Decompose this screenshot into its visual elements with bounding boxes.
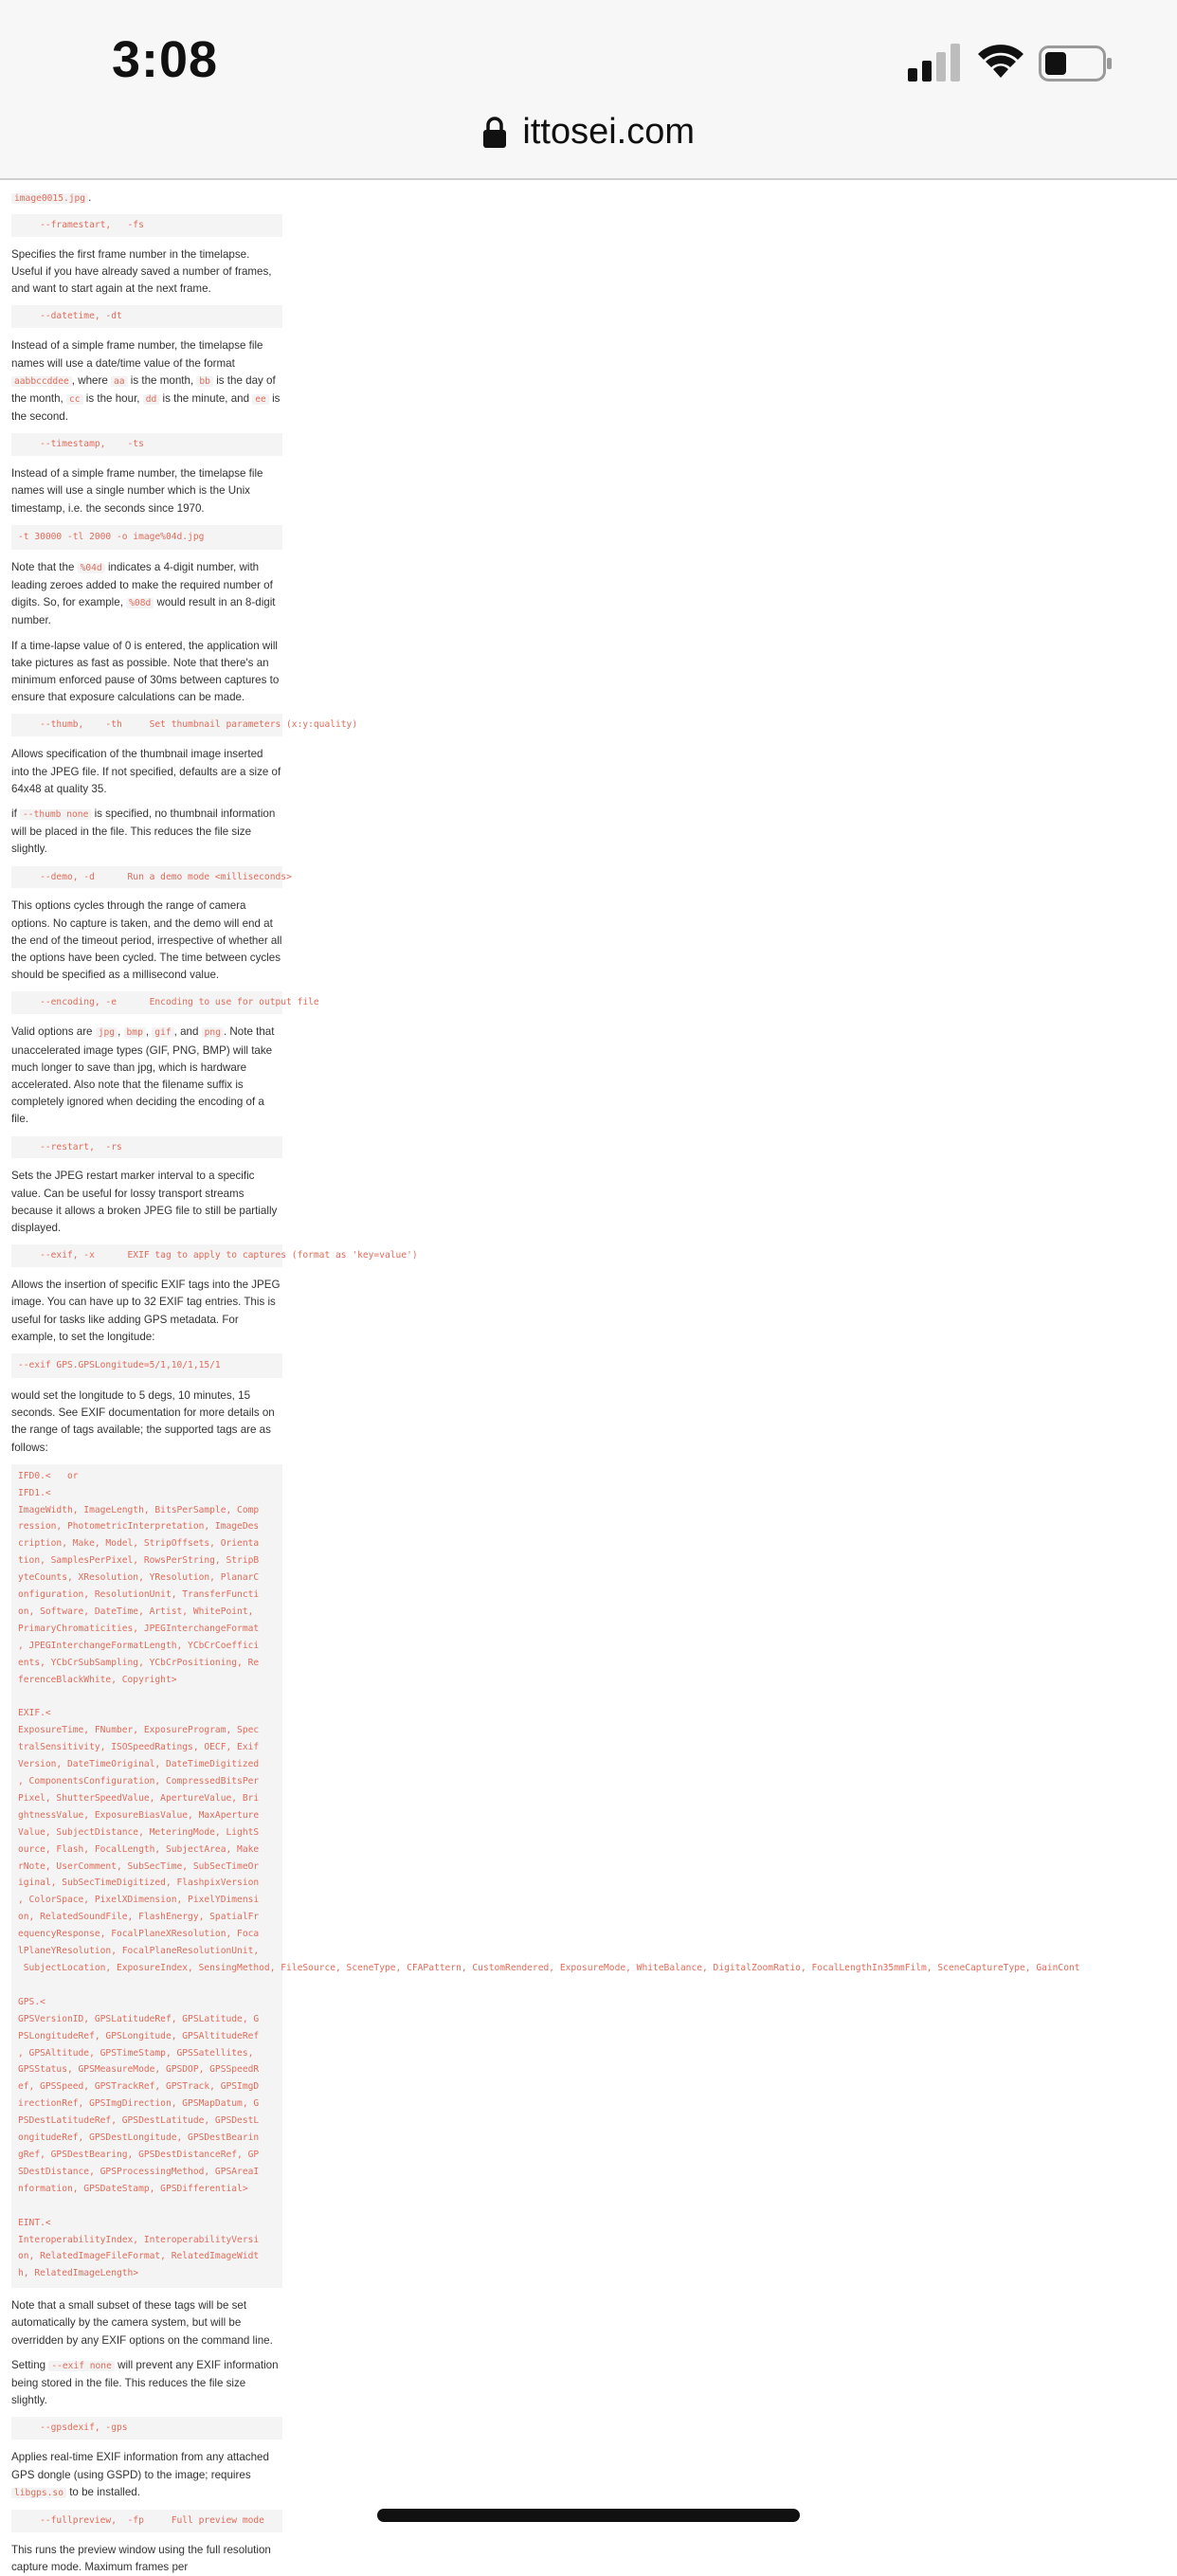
- status-time: 3:08: [112, 31, 219, 88]
- lock-icon: [482, 117, 507, 149]
- exif-description: Allows the insertion of specific EXIF tags into the JPEG image. You can have up to 32 EXIF tag entries. This is useful for tasks like adding GPS metadata. For example, to set the longitude:: [11, 1279, 281, 1343]
- datetime-option: --datetime, -dt: [11, 305, 282, 328]
- exif-tags-long-line: SubjectLocation, ExposureIndex, SensingMethod, FileSource, SceneType, CFAPattern, CustomRendered, ExposureMode, WhiteBalance, DigitalZoomRatio, FocalLengthIn35mmFilm, SceneCaptureType, GainCont: [18, 1963, 1080, 1973]
- exif-subset-note: Note that a small subset of these tags will be set automatically by the camera system, but will be overridden by any EXIF options on the command line.: [11, 2299, 273, 2347]
- exif-none-note: Setting --exif none will prevent any EXIF information being stored in the file. This reduces the file size slightly.: [11, 2358, 279, 2407]
- url-bar[interactable]: [0, 104, 1177, 180]
- timestamp-description: Instead of a simple frame number, the timelapse file names will use a single number which is the Unix timestamp, i.e. the seconds since 1970.: [11, 467, 263, 515]
- status-bar: [0, 0, 1177, 104]
- framestart-description: Specifies the first frame number in the timelapse. Useful if you have already saved a number of frames, and want to start again at the next frame.: [11, 247, 272, 296]
- thumb-description: Allows specification of the thumbnail image inserted into the JPEG file. If not specified, defaults are a size of 64x48 at quality 35.: [11, 748, 281, 795]
- restart-description: Sets the JPEG restart marker interval to a specific value. Can be useful for lossy transport streams because it allows a broken JPEG file to still be partially displayed.: [11, 1170, 278, 1235]
- timelapse-zero-note: If a time-lapse value of 0 is entered, the application will take pictures as fast as possible. Note that there's an minimum enforced pause of 30ms between captures to ensure that exposure calculations can be made.: [11, 639, 280, 704]
- top-fragment: image0015.jpg .: [11, 190, 282, 210]
- encoding-option: --encoding, -e Encoding to use for output file: [11, 991, 282, 1014]
- encoding-description: Valid options are jpg , bmp , gif , and png . Note that unaccelerated image types (GIF, PNG, BMP) will take much longer to save than jpg, which is hardware accelerated. Also note that the filename suffix is completely ignored when deciding the encoding of a file.: [11, 1025, 275, 1126]
- exif-option: --exif, -x EXIF tag to apply to captures (format as 'key=value'): [11, 1244, 282, 1267]
- fullpreview-description: This runs the preview window using the full resolution capture mode. Maximum frames per: [11, 2543, 271, 2574]
- demo-description: This options cycles through the range of camera options. No capture is taken, and the demo will end at the end of the timeout period, irrespective of whether all the options have been cycled. The time between cycles should be specified as a millisecond value.: [11, 899, 282, 982]
- timestamp-option: --timestamp, -ts: [11, 433, 282, 456]
- thumb-option: --thumb, -th Set thumbnail parameters (x:y:quality): [11, 714, 282, 736]
- battery-icon: [1039, 45, 1113, 82]
- demo-option: --demo, -d Run a demo mode <milliseconds>: [11, 866, 282, 889]
- restart-option: --restart, -rs: [11, 1136, 282, 1159]
- fullpreview-option: --fullpreview, -fp Full preview mode: [11, 2510, 282, 2532]
- exif-tags-text: IFD0.< or IFD1.< ImageWidth, ImageLength, BitsPerSample, Comp ression, PhotometricInterpretation, ImageDes cription, Make, Model, StripOffsets, Orienta tion, SamplesPerPixel, RowsPerString, StripB yteCounts, XResolution, YResolution, PlanarC onfiguration, ResolutionUnit, TransferFuncti on, Software, DateTime, Artist, WhitePoint, PrimaryChromaticities, JPEGInterchangeFormat , JPEGInterchangeFormatLength, YCbCrCoeffici ents, YCbCrSubSampling, YCbCrPositioning, Re ferenceBlackWhite, Copyright> EXIF.< ExposureTime, FNumber, ExposureProgram, Spec tralSensitivity, ISOSpeedRatings, OECF, Exif Version, DateTimeOriginal, DateTimeDigitized , ComponentsConfiguration, CompressedBitsPer Pixel, ShutterSpeedValue, ApertureValue, Bri ghtnessValue, ExposureBiasValue, MaxAperture Value, SubjectDistance, MeteringMode, LightS ource, Flash, FocalLength, SubjectArea, Make rNote, UserComment, SubSecTime, SubSecTimeOr iginal, SubSecTimeDigitized, FlashpixVersion , ColorSpace, PixelXDimension, PixelYDimensi on, RelatedSoundFile, FlashEnergy, SpatialFr equencyResponse, FocalPlaneXResolution, Foca lPlaneYResolution, FocalPlaneResolutionUnit,: [18, 1470, 260, 1957]
- wifi-icon: [976, 42, 1025, 80]
- url-text[interactable]: ittosei.com: [522, 112, 696, 152]
- signal-icon: [908, 44, 961, 82]
- gpsdexif-description: Applies real-time EXIF information from any attached GPS dongle (using GSPD) to the image; requires libgps.so to be installed.: [11, 2451, 269, 2498]
- timelapse-example: -t 30000 -tl 2000 -o image%04d.jpg: [11, 525, 282, 550]
- page-content: [11, 180, 1080, 2574]
- home-indicator[interactable]: [377, 2509, 800, 2522]
- note-04d: Note that the %04d indicates a 4-digit number, with leading zeroes added to make the required number of digits. So, for example, %08d would result in an 8-digit number.: [11, 560, 276, 627]
- thumb-none-note: if --thumb none is specified, no thumbnail information will be placed in the file. This reduces the file size slightly.: [11, 807, 276, 856]
- exif-example: --exif GPS.GPSLongitude=5/1,10/1,15/1: [11, 1353, 282, 1378]
- gps-tags-text: GPS.< GPSVersionID, GPSLatitudeRef, GPSLatitude, G PSLongitudeRef, GPSLongitude, GPSAltitudeRef , GPSAltitude, GPSTimeStamp, GPSSatellites, GPSStatus, GPSMeasureMode, GPSDOP, GPSSpeedR ef, GPSSpeed, GPSTrackRef, GPSTrack, GPSImgD irectionRef, GPSImgDirection, GPSMapDatum, G PSDestLatitudeRef, GPSDestLatitude, GPSDestL ongitudeRef, GPSDestLongitude, GPSDestBearin gRef, GPSDestBearing, GPSDestDistanceRef, GP SDestDistance, GPSProcessingMethod, GPSAreaI nformation, GPSDateStamp, GPSDifferential> EINT.< InteroperabilityIndex, InteroperabilityVersi on, RelatedImageFileFormat, RelatedImageWidt h, RelatedImageLength>: [18, 1996, 260, 2279]
- framestart-option: --framestart, -fs: [11, 214, 282, 237]
- gpsdexif-option: --gpsdexif, -gps: [11, 2417, 282, 2440]
- datetime-description: Instead of a simple frame number, the timelapse file names will use a date/time value of the format aabbccddee , where aa is the month, bb is the day of the month, cc is the hour, dd is the minute, and ee is the second.: [11, 339, 281, 424]
- exif-after: would set the longitude to 5 degs, 10 minutes, 15 seconds. See EXIF documentation for more details on the range of tags available; the supported tags are as follows:: [11, 1388, 275, 1454]
- exif-tags-block: [11, 1464, 1080, 2289]
